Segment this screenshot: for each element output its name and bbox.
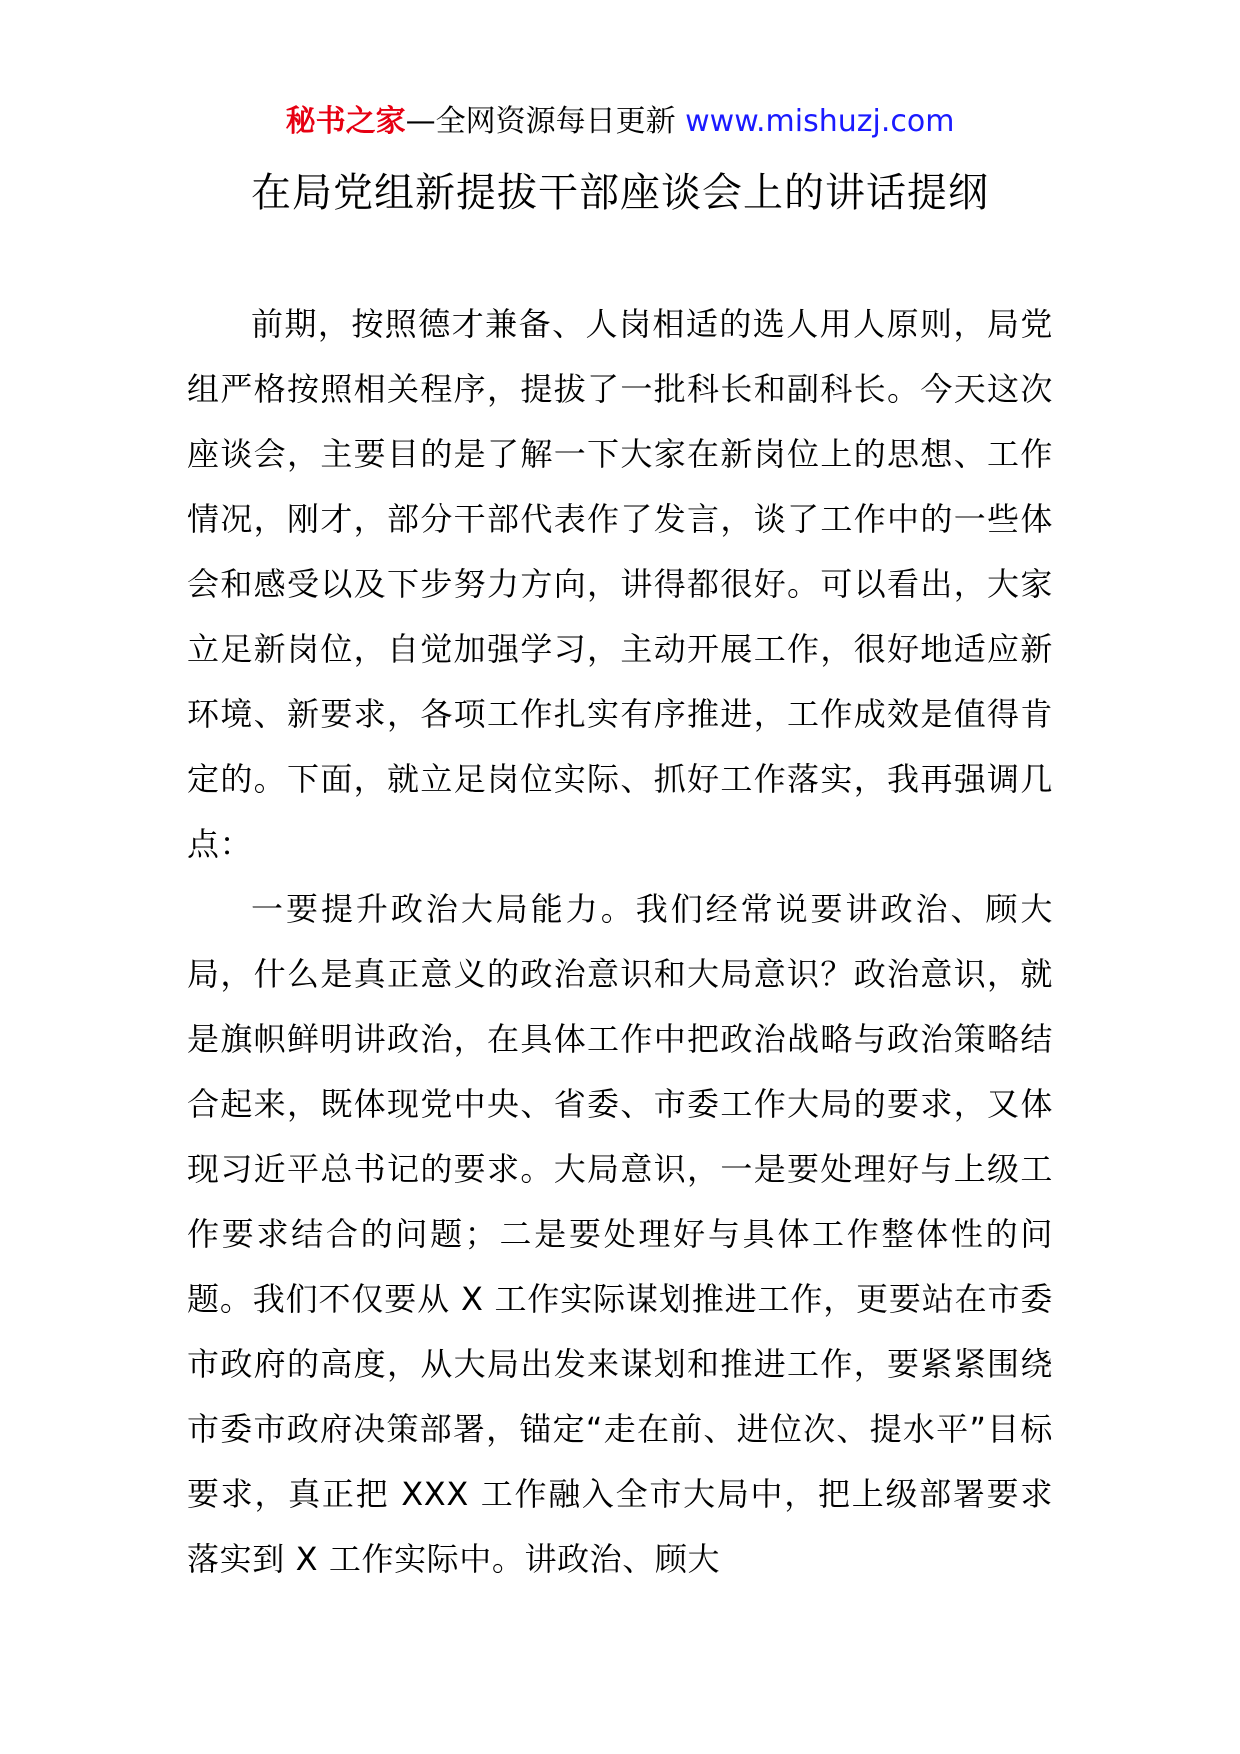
paragraph-point-one: 一要提升政治大局能力。我们经常说要讲政治、顾大局，什么是真正意义的政治意识和大局意识？政治意识，就是旗帜鲜明讲政治，在具体工作中把政治战略与政治策略结合起来，既体现党中央、省委、市委工作大局的要求，又体现习近平总书记的要求。大局意识，一是要处理好与上级工作要求结合的问题；二是要处理好与具体工作整体性的问题。我们不仅要从 X 工作实际谋划推进工作，更要站在市委市政府的高度，从大局出发来谋划和推进工作，要紧紧围绕市委市政府决策部署，锚定“走在前、进位次、提水平”目标要求，真正把 XXX 工作融入全市大局中，把上级部署要求落实到 X 工作实际中。讲政治、顾大 — [187, 890, 1053, 1578]
document-body — [187, 292, 1053, 1592]
document-title: 在局党组新提拔干部座谈会上的讲话提纲 — [251, 170, 989, 216]
site-url-link[interactable]: www.mishuzj.com — [685, 104, 955, 139]
site-tagline: —全网资源每日更新 — [405, 104, 676, 139]
watermark-header — [0, 100, 1240, 144]
paragraph-intro: 前期，按照德才兼备、人岗相适的选人用人原则，局党组严格按照相关程序，提拔了一批科长和副科长。今天这次座谈会，主要目的是了解一下大家在新岗位上的思想、工作情况，刚才，部分干部代表作了发言，谈了工作中的一些体会和感受以及下步努力方向，讲得都很好。可以看出，大家立足新岗位，自觉加强学习，主动开展工作，很好地适应新环境、新要求，各项工作扎实有序推进，工作成效是值得肯定的。下面，就立足岗位实际、抓好工作落实，我再强调几点： — [187, 305, 1053, 863]
site-name: 秘书之家 — [285, 104, 406, 139]
